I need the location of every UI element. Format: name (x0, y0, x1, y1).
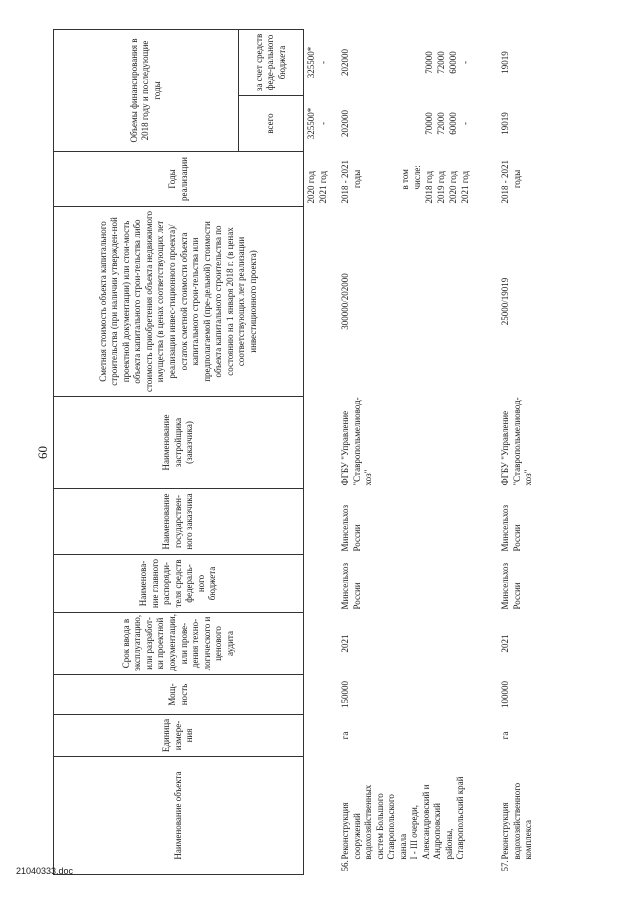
cell-text: 2020 год (306, 170, 316, 204)
cell-text: 19019 (500, 112, 510, 135)
cell-text (400, 99, 412, 149)
investment-table (53, 29, 537, 875)
cell-text: Ставропольский край (455, 776, 466, 860)
years-cell (474, 152, 537, 207)
cell-text: сооружений (351, 813, 362, 860)
cell-text: водохозяйственного (511, 782, 522, 860)
header-financing: Объемы финансирования в 2018 году и последующие годы (54, 30, 239, 152)
row-number: 57. (500, 860, 510, 872)
cell-text (376, 33, 388, 93)
cell-text: в том (400, 169, 410, 190)
cell-text (400, 33, 412, 93)
pre-row-continuation (304, 30, 333, 875)
header-total: всего (239, 96, 304, 152)
federal-cell (474, 30, 537, 96)
cell-text: Александровский и (420, 784, 431, 860)
cell-text: 2021 год (460, 170, 470, 204)
cell-text: 202000 (340, 110, 350, 137)
cell-text: числе: (412, 165, 422, 190)
cell-text (364, 155, 376, 204)
cell-text: 2020 год (448, 170, 458, 204)
cell-text: - (460, 122, 470, 125)
budget-manager-cell: Минсельхоз России (500, 562, 522, 610)
total-cell (332, 96, 474, 152)
cell-text (352, 99, 364, 149)
cell-text: 2019 год (436, 170, 446, 204)
cell-text: I - III очереди, (409, 804, 420, 860)
state-customer-cell: Минсельхоз России (340, 504, 362, 552)
header-capacity: Мощ-ность (54, 675, 304, 715)
cell-text: 72000 (436, 51, 446, 74)
cell-text (364, 33, 376, 93)
header-developer: Наименование застройщика (заказчика) (54, 397, 304, 489)
cell-text: 2021 год (318, 170, 328, 204)
cell-text: канала (397, 833, 408, 860)
unit-cell: га (500, 731, 510, 740)
page-number: 60 (35, 446, 50, 459)
cell-text: районы, (443, 828, 454, 860)
header-state-customer: Наименование государствен-ного заказчика (54, 489, 304, 555)
continuation-years (304, 152, 333, 207)
developer-cell: ФГБУ "Управление "Ставропольмелиовод-хоз" (500, 397, 534, 486)
header-object-name: Наименование объекта (54, 757, 304, 875)
object-name-cell (332, 757, 474, 875)
cell-text: систем Большого (374, 793, 385, 860)
cell-text: Реконструкция (500, 802, 510, 860)
cell-text: 60000 (448, 51, 458, 74)
cell-text: - (318, 61, 328, 64)
federal-cell (332, 30, 474, 96)
cell-text: годы (352, 169, 362, 189)
cell-text: Ставропольского (386, 794, 397, 860)
table-row (474, 30, 537, 875)
cell-text: водохозяйственных (363, 784, 374, 860)
cell-text: Андроповский (432, 803, 443, 860)
cell-text: - (318, 122, 328, 125)
cell-text: Реконструкция (340, 802, 350, 860)
cell-text: 325500* (306, 107, 316, 140)
deadline-cell: 2021 (340, 634, 350, 653)
total-cell (474, 96, 537, 152)
cell-text (364, 99, 376, 149)
cell-text (388, 99, 400, 149)
cell-text: 70000 (424, 51, 434, 74)
continuation-total (304, 96, 333, 152)
object-name-cell (474, 757, 537, 875)
capacity-cell: 100000 (500, 681, 510, 708)
estimated-cost-cell: 25000/19019 (500, 277, 510, 326)
capacity-cell: 150000 (340, 681, 350, 708)
cell-text: комплекса (523, 820, 534, 860)
unit-cell: га (340, 731, 350, 740)
years-cell (332, 152, 474, 207)
cell-text (388, 33, 400, 93)
cell-text: 72000 (436, 112, 446, 135)
cell-text: - (460, 61, 470, 64)
cell-text (352, 33, 364, 93)
cell-text (376, 99, 388, 149)
cell-text: годы (512, 169, 522, 189)
header-unit: Единица измере-ния (54, 715, 304, 757)
deadline-cell: 2021 (500, 634, 510, 653)
table-row (332, 30, 474, 875)
rotated-table-content (35, 30, 615, 875)
cell-text: 2018 - 2021 (340, 160, 350, 204)
continuation-federal (304, 30, 333, 96)
cell-text: 2018 год (424, 170, 434, 204)
header-years: Годы реализации (54, 152, 304, 207)
budget-manager-cell: Минсельхоз России (340, 562, 362, 610)
cell-text (412, 33, 424, 93)
estimated-cost-cell: 300000/202000 (340, 273, 350, 330)
cell-text: 70000 (424, 112, 434, 135)
cell-text: 2018 - 2021 (500, 160, 510, 204)
developer-cell: ФГБУ "Управление "Ставропольмелиовод-хоз" (340, 397, 374, 486)
header-deadline: Срок ввода в эксплуатацию, или разработ-ки проектной документации, или прове-дения техно-логического и ценового аудита (54, 613, 304, 675)
footer-filename: 21040333.doc (16, 866, 74, 876)
header-federal: за счет средств феде-рального бюджета (239, 30, 304, 96)
cell-text (388, 155, 400, 204)
cell-text: 202000 (340, 49, 350, 76)
cell-text: 325500* (306, 46, 316, 79)
cell-text (376, 155, 388, 204)
cell-text: 60000 (448, 112, 458, 135)
cell-text: 19019 (500, 51, 510, 74)
header-budget-manager: Наименова-ние главного распоряди-теля средств федераль-ного бюджета (54, 555, 304, 613)
cell-text (412, 99, 424, 149)
state-customer-cell: Минсельхоз России (500, 504, 522, 552)
row-number: 56. (340, 860, 350, 872)
header-estimated-cost: Сметная стоимость объекта капитального строительства (при наличии утвержден-ной проектной документации) или стои-мость объекта капитального строи-тельства либо стоимость приобретения объекта недвижимого имущества (в ценах соответствующих лет реализации инвес-тиционного проекта)/остаток сметной стоимости объекта капитального строи-тельства или предполагаемой (пре-дельной) стоимости объекта капитального строительства по состоянию на 1 января 2018 г. (в ценах соответствующих лет реализации инвестиционного проекта) (54, 207, 304, 397)
